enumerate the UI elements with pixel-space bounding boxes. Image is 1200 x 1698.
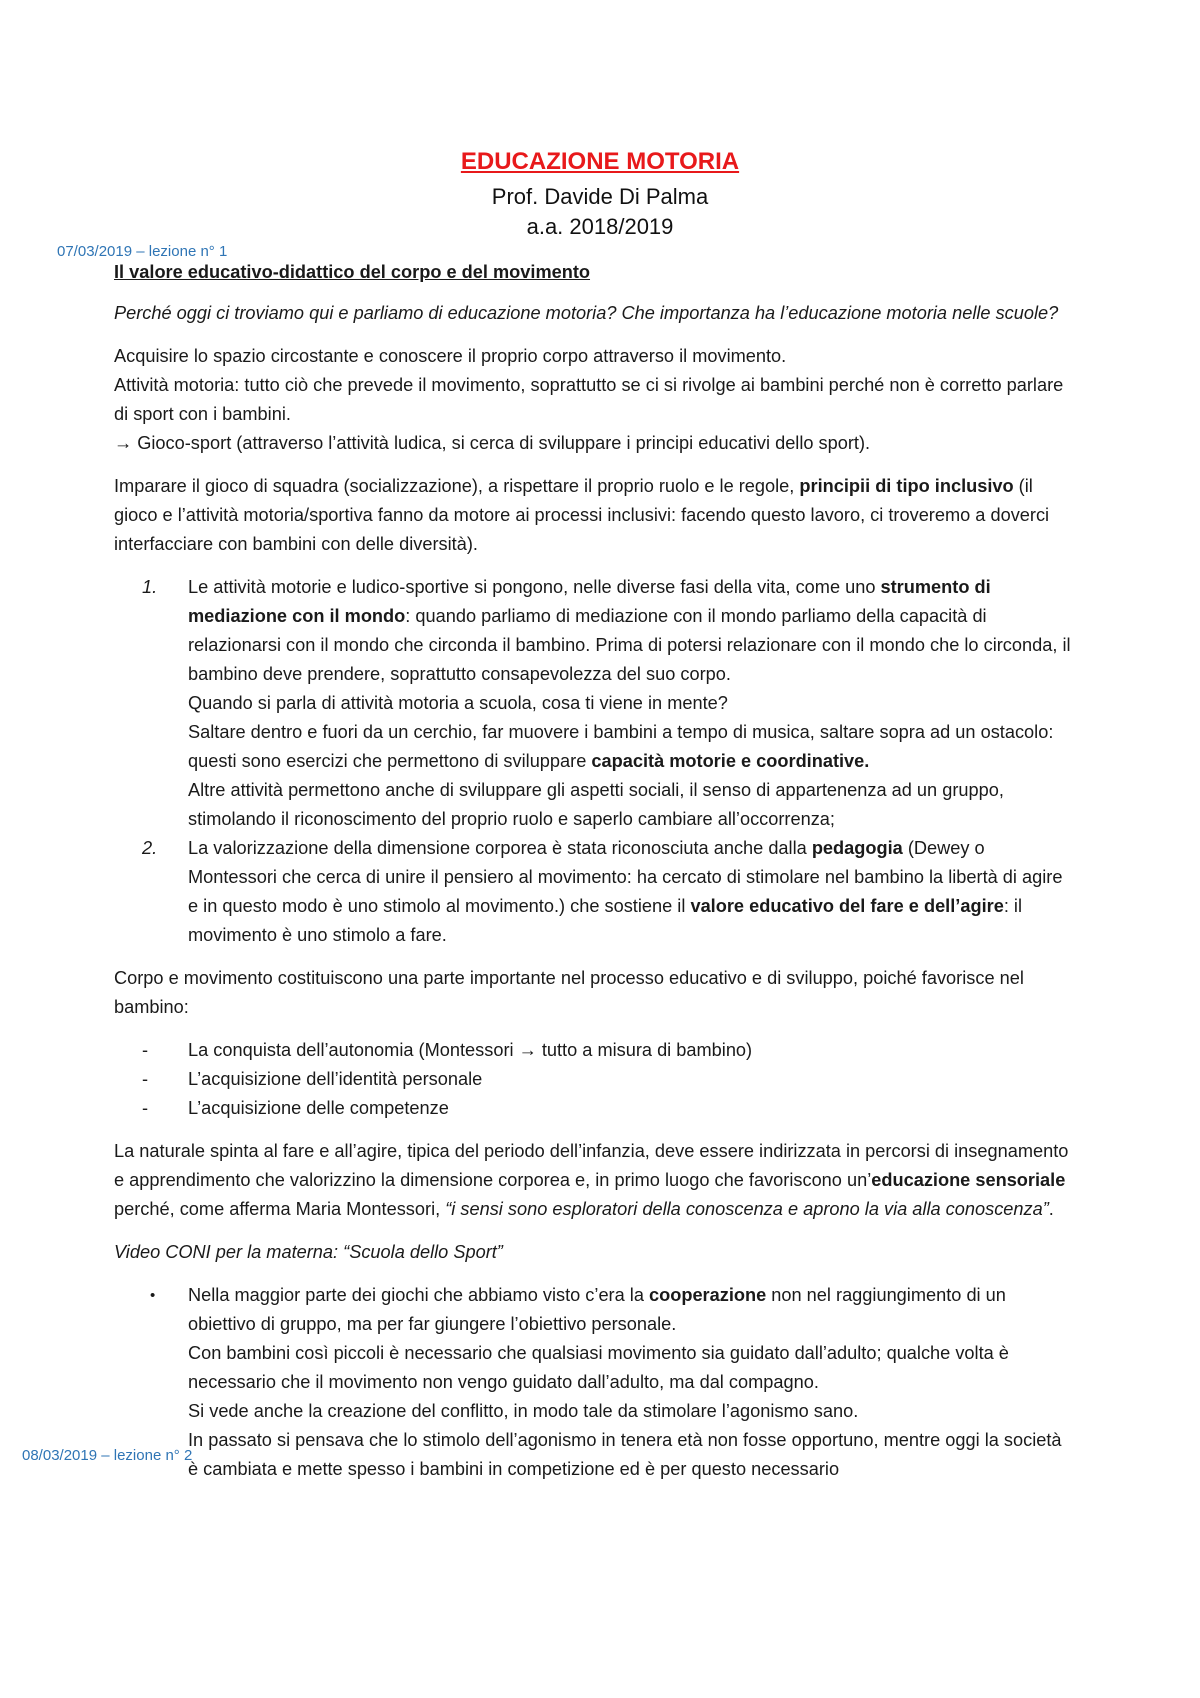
bold-text: valore educativo del fare e dell’agire	[690, 896, 1004, 916]
arrow-icon: →	[518, 1040, 537, 1060]
text-run: Le attività motorie e ludico-sportive si pongono, nelle diverse fasi della vita, come uno	[188, 577, 881, 597]
text-run: L’acquisizione dell’identità personale	[188, 1069, 483, 1089]
text-run: Con bambini così piccoli è necessario che qualsiasi movimento sia guidato dall’adulto; qualche volta è necessario che il movimento non vengo guidato dall’adulto, ma dal compagno.	[188, 1343, 1009, 1392]
paragraph-line: Attività motoria: tutto ciò che prevede il movimento, soprattutto se ci si rivolge ai bambini perché non è corretto parlare di sport con i bambini.	[114, 375, 1064, 424]
text-run: non nel raggiungimento di un obiettivo di gruppo, ma per far giungere l’obiettivo personale.	[188, 1285, 1006, 1334]
list-marker: 1.	[142, 577, 158, 597]
bold-text: strumento di mediazione con il mondo	[188, 577, 991, 626]
text-run: (il gioco e l’attività motoria/sportiva fanno da motore ai processi inclusivi: facendo questo lavoro, ci troveremo a doverci interfacciare con bambini con delle diversità).	[114, 476, 1050, 554]
text-run: Imparare il gioco di squadra (socializzazione), a rispettare il proprio ruolo e le regole,	[114, 476, 800, 496]
quote-text: “i sensi sono esploratori della conoscenza e aprono la via alla conoscenza”	[445, 1199, 1049, 1219]
list-item	[114, 1065, 1076, 1094]
text-run: La conquista dell’autonomia (Montessori	[188, 1040, 519, 1060]
paragraph-line: Gioco-sport (attraverso l’attività ludica, si cerca di sviluppare i principi educativi dello sport).	[132, 433, 871, 453]
paragraph-imparare	[114, 472, 1076, 559]
text-run: Si vede anche la creazione del conflitto, in modo tale da stimolare l’agonismo sano.	[188, 1401, 859, 1421]
intro-question: Perché oggi ci troviamo qui e parliamo di educazione motoria? Che importanza ha l’educazione motoria nelle scuole?	[114, 303, 1059, 323]
list-marker: -	[142, 1098, 149, 1118]
document-body	[114, 258, 1076, 1498]
list-marker: -	[142, 1040, 149, 1060]
text-run: : il movimento è uno stimolo a fare.	[188, 896, 1023, 945]
professor-name: Prof. Davide Di Palma	[491, 184, 709, 209]
bullet-list	[114, 1281, 1076, 1484]
paragraph-acquisire	[114, 342, 1076, 458]
text-run: Quando si parla di attività motoria a scuola, cosa ti viene in mente?	[188, 693, 728, 713]
text-run: La valorizzazione della dimensione corporea è stata riconosciuta anche dalla	[188, 838, 812, 858]
section-heading: Il valore educativo-didattico del corpo e del movimento	[114, 262, 591, 282]
list-marker: 2.	[142, 838, 158, 858]
text-run: (Dewey o Montessori che cerca di unire il pensiero al movimento: ha cercato di stimolare nel bambino la libertà di agire e in questo modo è uno stimolo al movimento.) che sostiene il	[188, 838, 1063, 916]
lesson-1-note: 07/03/2019 – lezione n° 1	[57, 243, 228, 260]
bullet-icon: •	[150, 1287, 156, 1304]
text-run: perché, come afferma Maria Montessori,	[114, 1199, 446, 1219]
numbered-list	[114, 573, 1076, 950]
bold-text: educazione sensoriale	[871, 1170, 1066, 1190]
list-item	[114, 1036, 1076, 1065]
list-item	[114, 573, 1076, 834]
dash-list	[114, 1036, 1076, 1123]
text-run: Saltare dentro e fuori da un cerchio, far muovere i bambini a tempo di musica, saltare sopra ad un ostacolo: questi sono esercizi che permettono di sviluppare	[188, 722, 1054, 771]
text-run: : quando parliamo di mediazione con il mondo parliamo della capacità di relazionarsi con il mondo che circonda il bambino. Prima di potersi relazionare con il mondo che lo circonda, il bambino deve prendere, soprattutto consapevolezza del suo corpo.	[188, 606, 1071, 684]
bold-text: cooperazione	[649, 1285, 767, 1305]
text-run: Nella maggior parte dei giochi che abbiamo visto c’era la	[188, 1285, 649, 1305]
bold-text: pedagogia	[811, 838, 903, 858]
bold-text: capacità motorie e coordinative.	[591, 751, 870, 771]
list-marker: -	[142, 1069, 149, 1089]
text-run: L’acquisizione delle competenze	[188, 1098, 449, 1118]
text-run: Altre attività permettono anche di sviluppare gli aspetti sociali, il senso di appartenenza ad un gruppo, stimolando il riconoscimento del proprio ruolo e saperlo cambiare all’occorrenza;	[188, 780, 1004, 829]
arrow-icon: →	[114, 433, 133, 453]
paragraph-line: Acquisire lo spazio circostante e conoscere il proprio corpo attraverso il movimento.	[114, 346, 787, 366]
paragraph-naturale	[114, 1137, 1076, 1224]
lesson-2-note: 08/03/2019 – lezione n° 2	[22, 1447, 193, 1464]
text-run: La naturale spinta al fare e all’agire, tipica del periodo dell’infanzia, deve essere indirizzata in percorsi di insegnamento e apprendimento che valorizzino la dimensione corporea e, in primo luogo che favoriscono un’	[114, 1141, 1069, 1190]
paragraph-corpo: Corpo e movimento costituiscono una parte importante nel processo educativo e di sviluppo, poiché favorisce nel bambino:	[114, 968, 1024, 1017]
video-caption: Video CONI per la materna: “Scuola dello Sport”	[114, 1242, 503, 1262]
text-run: In passato si pensava che lo stimolo dell’agonismo in tenera età non fosse opportuno, mentre oggi la società è cambiata e mette spesso i bambini in competizione ed è per questo necessario	[188, 1430, 1062, 1479]
text-run: tutto a misura di bambino)	[536, 1040, 753, 1060]
list-item	[114, 834, 1076, 950]
list-item	[114, 1281, 1076, 1484]
list-item	[114, 1094, 1076, 1123]
bold-text: principii di tipo inclusivo	[799, 476, 1014, 496]
document-title: EDUCAZIONE MOTORIA	[460, 148, 740, 175]
text-run: .	[1048, 1199, 1054, 1219]
academic-year: a.a. 2018/2019	[526, 214, 674, 239]
